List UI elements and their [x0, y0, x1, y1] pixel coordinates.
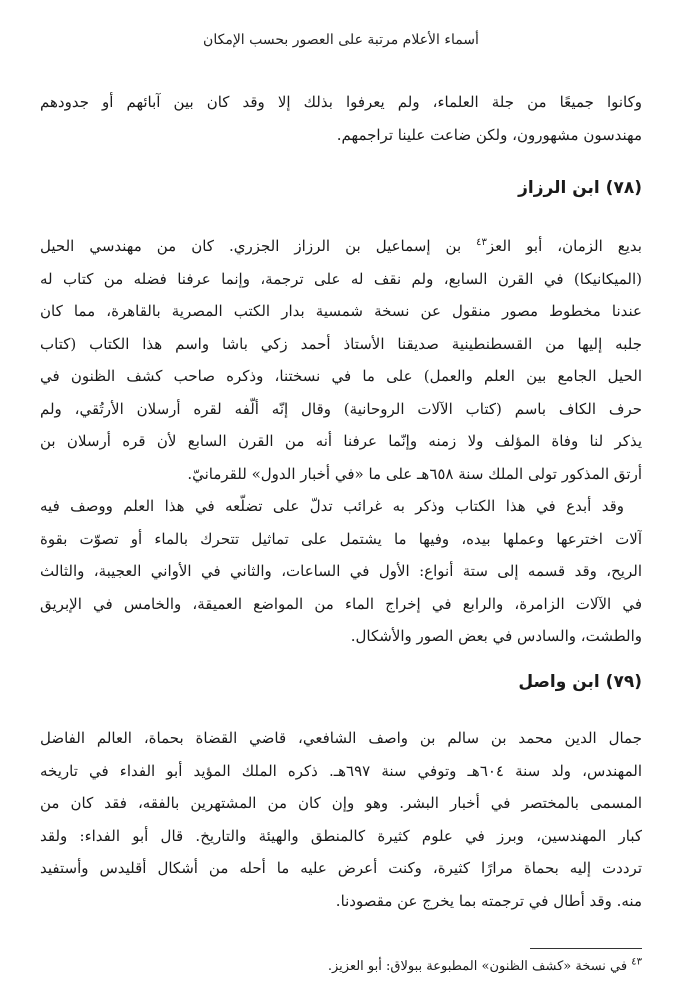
text-segment: بديع الزمان، أبو العز [486, 237, 642, 255]
document-page [40, 0, 642, 1000]
text-line: أرتق المذكور تولى الملك سنة ٦٥٨هـ على ما «في أخبار الدول» للقرمانيّ. [187, 464, 642, 483]
text-line: المهندس، ولد سنة ٦٠٤هـ وتوفي سنة ٦٩٧هـ. ذكره الملك المؤيد أبو الفداء في تاريخه [40, 761, 642, 780]
text-line: في الآلات الزامرة، والرابع في إخراج الماء من المواضع العميقة، والخامس في الإبريق [40, 594, 642, 613]
text-line: المسمى بالمختصر في أخبار البشر. وهو وإن كان من المشتهرين بالفقه، فقد كان من [40, 794, 642, 812]
section-79-paragraph [40, 722, 642, 917]
section-78-paragraph-2 [40, 490, 642, 653]
footnote-text: في نسخة «كشف الظنون» المطبوعة ببولاق: أبو العزيز. [327, 959, 632, 974]
intro-paragraph [40, 86, 642, 152]
text-segment: بن إسماعيل بن الرزاز الجزري. كان من مهندسي الحيل [40, 237, 477, 255]
footnote-reference: ٤٣ [476, 237, 487, 248]
footnote-divider [530, 948, 642, 949]
text-line: آلات اخترعها وعملها بيده، وفيها ما يشتمل على تماثيل تتحرك بالماء أو تصوّت بقوة [40, 529, 642, 548]
text-line: (الميكانيكا) في القرن السابع، ولم نقف له على ترجمة، وإنما عرفنا فضله من كتاب له [40, 269, 642, 288]
text-line: وكانوا جميعًا من جلة العلماء، ولم يعرفوا بذلك إلا وقد كان بين آبائهم أو جدودهم [40, 93, 642, 111]
text-line: منه. وقد أطال في ترجمته بما يخرج عن مقصودنا. [335, 891, 642, 910]
footnote-marker: ٤٣ [631, 956, 642, 968]
footnote [328, 957, 642, 977]
text-line: مهندسون مشهورون، ولكن ضاعت علينا تراجمهم. [336, 126, 642, 144]
text-line: ترددت إليه بحماة مرارًا كثيرة، وكنت أعرض عليه ما أحله من أشكال أقليدس وأستفيد [40, 859, 642, 877]
text-line: يذكر لنا وفاة المؤلف ولا زمنه وإنّما عرفنا أنه من القرن السابع لأن قره أرسلان بن [40, 432, 642, 450]
running-header: أسماء الأعلام مرتبة على العصور بحسب الإمكان [203, 32, 479, 48]
text-line: وقد أبدع في هذا الكتاب وذكر به غرائب تدلّ على تضلّعه في هذا العلم ووصف فيه [40, 497, 624, 515]
text-line: جمال الدين محمد بن سالم بن واصف الشافعي، قاضي القضاة بحماة، العالم الفاضل [40, 729, 642, 747]
text-line: الحيل الجامع بين العلم والعمل) على ما في نسختنا، وذكره صاحب كشف الظنون في [40, 367, 642, 385]
text-line: جلبه إليها من القسطنطينية صديقنا الأستاذ أحمد زكي باشا واسم هذا الكتاب (كتاب [40, 334, 642, 353]
text-line: الريح، وقد قسمه إلى ستة أنواع: الأول في الساعات، والثاني في الأواني العجيبة، والثالث [40, 562, 642, 580]
text-line: حرف الكاف باسم (كتاب الآلات الروحانية) وقال إنّه ألّفه لقره أرسلان الأرتُقي، ولم [40, 399, 642, 418]
text-line: كبار المهندسين، وبرز في علوم كثيرة كالمنطق والهيئة والتاريخ. قال أبو الفداء: ولقد [40, 826, 642, 845]
text-line [40, 230, 642, 263]
text-line: والطشت، والسادس في بعض الصور والأشكال. [350, 627, 642, 645]
section-heading: (٧٨) ابن الرزاز [518, 178, 642, 198]
text-line: عندنا مخطوط مصور منقول عن نسخة شمسية بدار الكتب المصرية بالقاهرة، مما كان [40, 302, 642, 320]
section-heading: (٧٩) ابن واصل [518, 672, 642, 692]
section-78-paragraph-1 [40, 230, 642, 490]
